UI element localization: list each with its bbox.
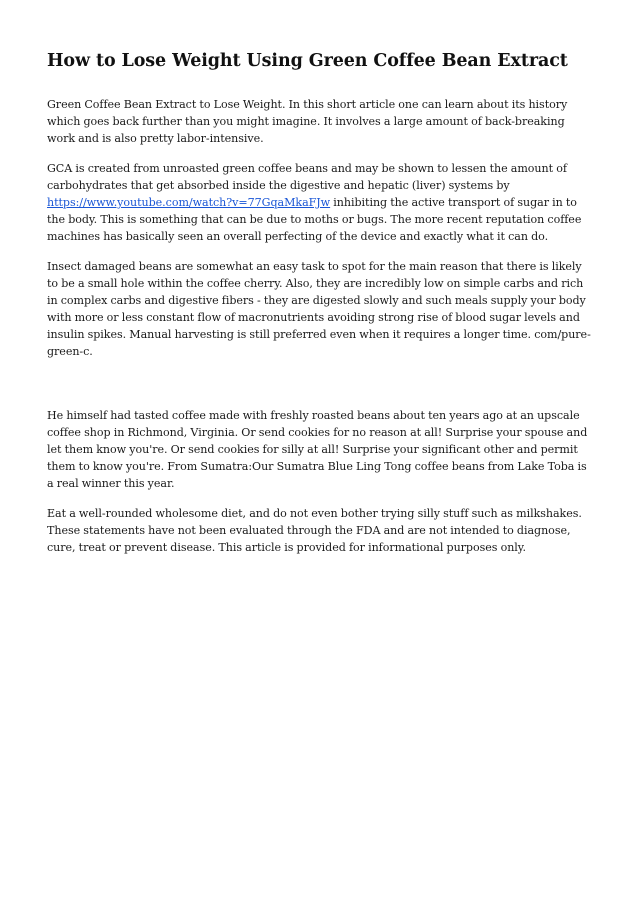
- paragraph-disclaimer: Eat a well-rounded wholesome diet, and do not even bother trying silly stuff such as milkshakes. These statements have not been evaluated through the FDA and are not intended to diagnose, cure, treat or prevent disease. This article is provided for informational purposes only.: [47, 507, 582, 554]
- paragraph-intro: Green Coffee Bean Extract to Lose Weight. In this short article one can learn about its history which goes back further than you might imagine. It involves a large amount of back-breaking work and is also pretty labor-intensive.: [47, 98, 568, 145]
- page-title: How to Lose Weight Using Green Coffee Bean Extract: [47, 51, 568, 71]
- paragraph-gca-text-after: inhibiting the active transport of sugar in to the body. This is something that can be due to moths or bugs. The more recent reputation coffee machines has basically seen an overall perfecting of the device and exactly what it can do.: [47, 196, 582, 243]
- youtube-link[interactable]: https://www.youtube.com/watch?v=77GqaMkaFJw: [47, 196, 331, 209]
- document-page: [47, 0, 595, 556]
- paragraph-gca: [47, 160, 595, 245]
- paragraph-gca-text-before: GCA is created from unroasted green coffee beans and may be shown to lessen the amount of carbohydrates that get absorbed inside the digestive and hepatic (liver) systems by: [47, 162, 567, 192]
- paragraph-insect-beans: Insect damaged beans are somewhat an easy task to spot for the main reason that there is likely to be a small hole within the coffee cherry. Also, they are incredibly low on simple carbs and rich in complex carbs and digestive fibers - they are digested slowly and such meals supply your body with more or less constant flow of macronutrients avoiding strong rise of blood sugar levels and insulin spikes. Manual harvesting is still preferred even when it requires a longer time. com/pure-green-c.: [47, 260, 591, 358]
- paragraph-coffee-shop: He himself had tasted coffee made with freshly roasted beans about ten years ago at an upscale coffee shop in Richmond, Virginia. Or send cookies for no reason at all! Surprise your spouse and let them know you're. Or send cookies for silly at all! Surprise your significant other and permit them to know you're. From Sumatra:Our Sumatra Blue Ling Tong coffee beans from Lake Toba is a real winner this year.: [47, 409, 588, 490]
